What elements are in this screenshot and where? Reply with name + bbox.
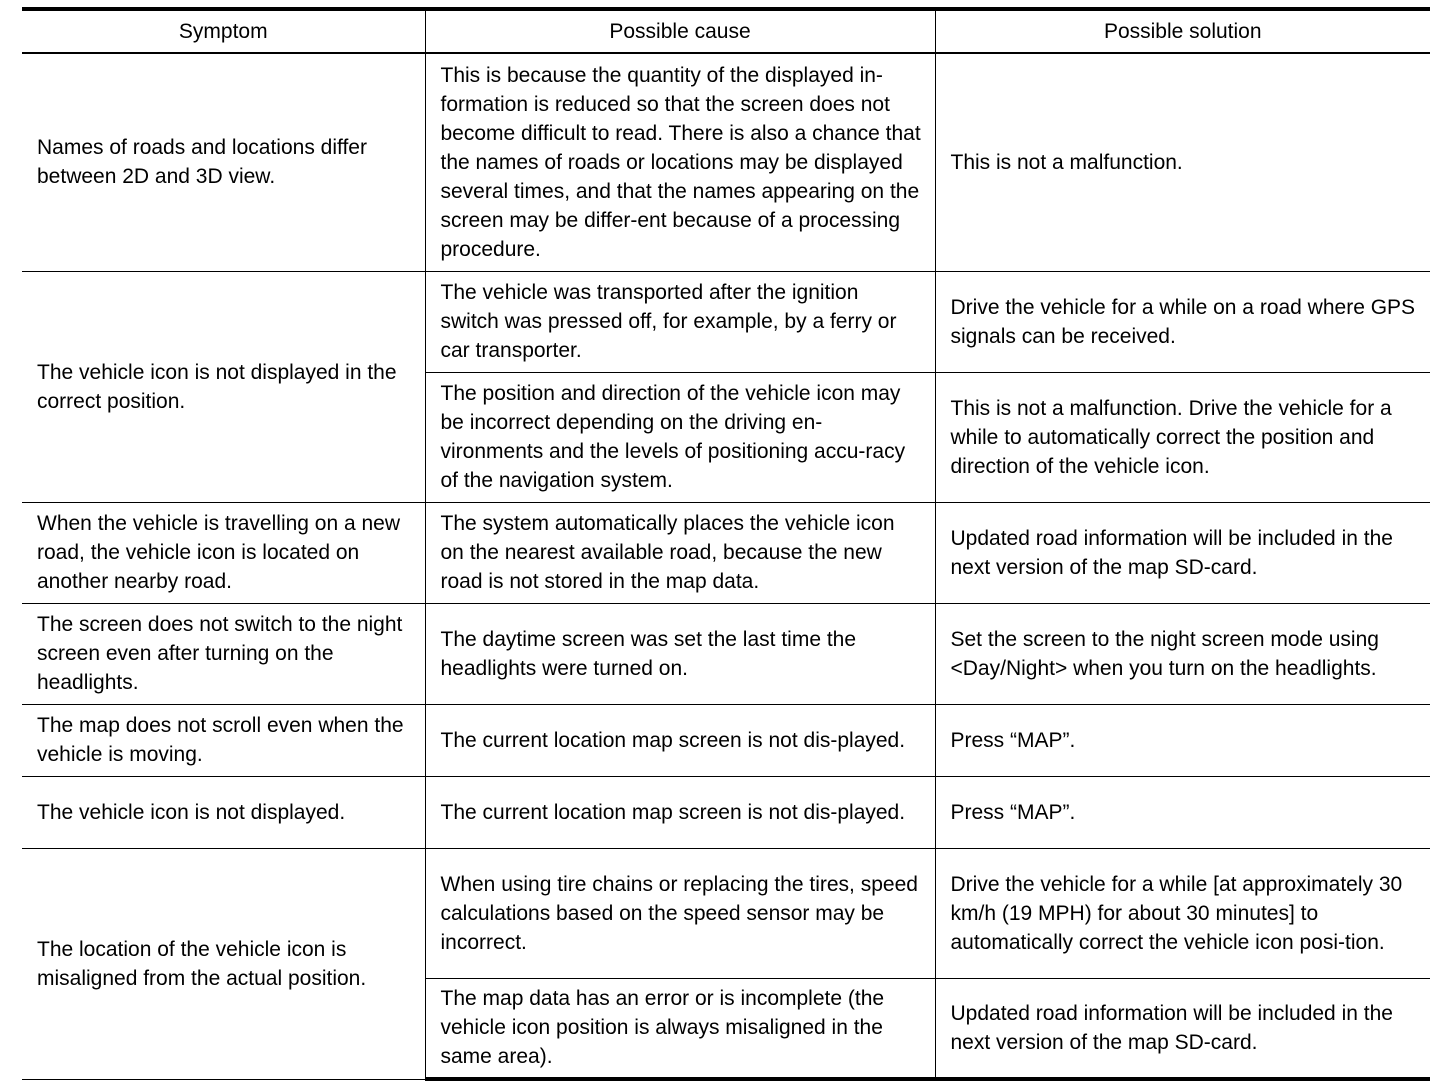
cause-cell: This is because the quantity of the displayed in-formation is reduced so that the screen does not become difficult to read. There is also a chance that the names of roads or locations may be displayed several times, and that the names appearing on the screen may be differ-ent because of a processing procedure. <box>425 53 935 271</box>
header-possible-cause: Possible cause <box>425 9 935 53</box>
solution-cell: Press “MAP”. <box>935 776 1430 848</box>
header-row <box>22 9 1430 53</box>
table-row <box>22 776 1430 848</box>
cause-cell: The system automatically places the vehicle icon on the nearest available road, because the new road is not stored in the map data. <box>425 502 935 603</box>
table-row <box>22 603 1430 704</box>
table-row <box>22 502 1430 603</box>
solution-cell: Drive the vehicle for a while on a road where GPS signals can be received. <box>935 271 1430 372</box>
solution-cell: Drive the vehicle for a while [at approximately 30 km/h (19 MPH) for about 30 minutes] to automatically correct the vehicle icon posi-tion. <box>935 848 1430 978</box>
header-possible-solution: Possible solution <box>935 9 1430 53</box>
symptom-cell: The vehicle icon is not displayed in the correct position. <box>22 271 425 502</box>
solution-cell: Set the screen to the night screen mode using <Day/Night> when you turn on the headlights. <box>935 603 1430 704</box>
table-row <box>22 53 1430 271</box>
solution-cell: Press “MAP”. <box>935 704 1430 776</box>
cause-cell: The daytime screen was set the last time the headlights were turned on. <box>425 603 935 704</box>
solution-cell: This is not a malfunction. <box>935 53 1430 271</box>
table-row <box>22 271 1430 372</box>
cause-cell: The position and direction of the vehicle icon may be incorrect depending on the driving en-vironments and the levels of positioning accu-racy of the navigation system. <box>425 372 935 502</box>
cause-cell: The current location map screen is not dis-played. <box>425 776 935 848</box>
header-symptom: Symptom <box>22 9 425 53</box>
symptom-cell: The vehicle icon is not displayed. <box>22 776 425 848</box>
solution-cell: Updated road information will be included in the next version of the map SD-card. <box>935 978 1430 1079</box>
troubleshooting-table <box>22 7 1430 1081</box>
symptom-cell: When the vehicle is travelling on a new road, the vehicle icon is located on another nearby road. <box>22 502 425 603</box>
table-row <box>22 704 1430 776</box>
cause-cell: When using tire chains or replacing the tires, speed calculations based on the speed sensor may be incorrect. <box>425 848 935 978</box>
cause-cell: The current location map screen is not dis-played. <box>425 704 935 776</box>
solution-cell: This is not a malfunction. Drive the vehicle for a while to automatically correct the position and direction of the vehicle icon. <box>935 372 1430 502</box>
symptom-cell: The location of the vehicle icon is misaligned from the actual position. <box>22 848 425 1079</box>
symptom-cell: The screen does not switch to the night screen even after turning on the headlights. <box>22 603 425 704</box>
solution-cell: Updated road information will be included in the next version of the map SD-card. <box>935 502 1430 603</box>
symptom-cell: Names of roads and locations differ between 2D and 3D view. <box>22 53 425 271</box>
cause-cell: The vehicle was transported after the ignition switch was pressed off, for example, by a ferry or car transporter. <box>425 271 935 372</box>
cause-cell: The map data has an error or is incomplete (the vehicle icon position is always misaligned in the same area). <box>425 978 935 1079</box>
symptom-cell: The map does not scroll even when the vehicle is moving. <box>22 704 425 776</box>
table-row <box>22 848 1430 978</box>
